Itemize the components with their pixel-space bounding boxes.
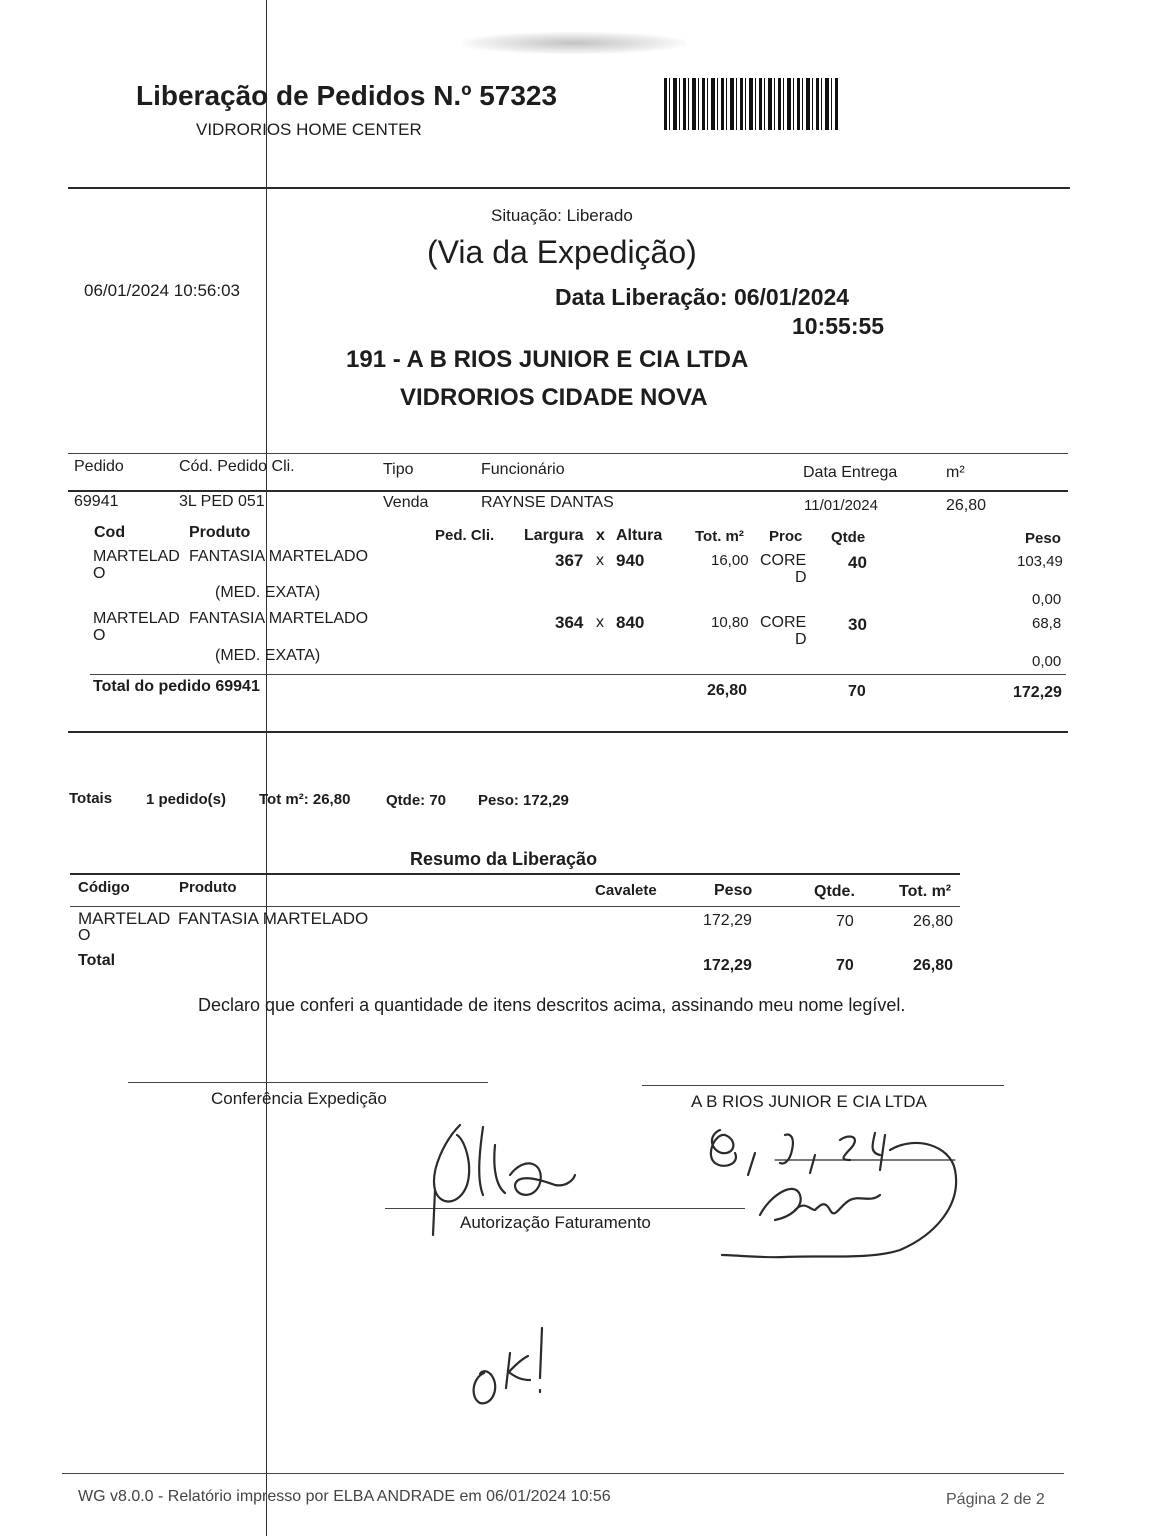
item-header-largura: Largura — [524, 527, 584, 544]
item-produto: FANTASIA MARTELADO — [189, 548, 369, 565]
release-date: 06/01/2024 — [733, 284, 850, 310]
divider — [68, 490, 1068, 492]
item-cod-cont: O — [93, 565, 106, 582]
summary-total-peso: 172,29 — [703, 957, 752, 974]
item-peso: 103,49 — [1017, 553, 1063, 570]
page-number: Página 2 de 2 — [946, 1491, 1045, 1508]
item-proc: CORE — [760, 614, 807, 631]
print-smudge — [462, 32, 686, 54]
item-header-peso: Peso — [1025, 530, 1061, 547]
item-peso-obs: 0,00 — [1032, 591, 1062, 608]
totals-pedidos: 1 pedido(s) — [146, 791, 227, 808]
item-header-ped-cli: Ped. Cli. — [435, 527, 495, 544]
col-header-m2: m² — [946, 464, 965, 481]
divider — [68, 731, 1068, 733]
via-label: (Via da Expedição) — [427, 234, 697, 270]
item-cod: MARTELAD — [93, 610, 180, 627]
summary-total-label: Total — [78, 952, 116, 969]
item-obs: (MED. EXATA) — [215, 584, 321, 601]
item-tot-m2: 10,80 — [711, 614, 749, 631]
summary-title: Resumo da Liberação — [410, 849, 598, 869]
signature-line-client — [642, 1085, 1004, 1086]
item-header-proc: Proc — [769, 528, 803, 545]
signature-line-conferencia — [128, 1082, 488, 1083]
summary-total-tot-m2: 26,80 — [913, 957, 954, 974]
divider — [62, 1473, 1064, 1474]
item-header-cod: Cod — [94, 524, 126, 541]
signature-label-client: A B RIOS JUNIOR E CIA LTDA — [691, 1092, 927, 1111]
item-largura: 367 — [555, 551, 584, 570]
totals-m2: Tot m²: 26,80 — [259, 791, 351, 808]
footer-text: WG v8.0.0 - Relatório impresso por ELBA ANDRADE em 06/01/2024 10:56 — [78, 1488, 611, 1505]
item-proc-cont: D — [795, 569, 807, 586]
col-header-cod-pedido-cli: Cód. Pedido Cli. — [179, 458, 295, 475]
summary-codigo-cont: O — [78, 927, 91, 944]
client-name: 191 - A B RIOS JUNIOR E CIA LTDA — [346, 346, 749, 373]
summary-produto: FANTASIA MARTELADO — [178, 909, 369, 928]
store-name: VIDRORIOS CIDADE NOVA — [400, 384, 708, 411]
divider — [68, 187, 1070, 189]
handwritten-date-and-signature — [700, 1125, 970, 1285]
order-tipo: Venda — [383, 494, 429, 511]
totals-peso: Peso: 172,29 — [478, 792, 569, 809]
divider — [70, 873, 960, 875]
order-total-m2: 26,80 — [707, 682, 748, 699]
fold-line — [266, 0, 267, 1536]
divider — [70, 906, 960, 907]
order-pedido: 69941 — [74, 493, 119, 510]
item-header-tot-m2: Tot. m² — [695, 528, 744, 545]
item-altura: 940 — [616, 551, 645, 570]
item-header-qtde: Qtde — [831, 529, 866, 546]
item-peso: 68,8 — [1032, 615, 1062, 632]
declaration-text: Declaro que conferi a quantidade de itens descritos acima, assinando meu nome legível. — [198, 995, 906, 1015]
item-obs: (MED. EXATA) — [215, 647, 321, 664]
item-x: x — [596, 552, 604, 569]
order-total-qtde: 70 — [848, 683, 866, 700]
summary-header-qtde: Qtde. — [814, 883, 855, 900]
summary-codigo: MARTELAD — [78, 909, 171, 928]
order-cod-pedido-cli: 3L PED 051 — [179, 493, 265, 510]
item-tot-m2: 16,00 — [711, 552, 749, 569]
item-proc-cont: D — [795, 631, 807, 648]
order-total-peso: 172,29 — [1013, 684, 1062, 701]
totals-label: Totais — [69, 790, 113, 807]
col-header-pedido: Pedido — [74, 458, 124, 475]
order-data-entrega: 11/01/2024 — [804, 497, 878, 514]
release-date-row — [555, 284, 849, 311]
item-header-x: x — [596, 527, 605, 544]
summary-tot-m2: 26,80 — [913, 913, 954, 930]
release-time: 10:55:55 — [792, 313, 885, 339]
release-date-label: Data Liberação: — [555, 284, 728, 310]
company-name: VIDRORIOS HOME CENTER — [196, 120, 422, 139]
item-proc: CORE — [760, 552, 807, 569]
summary-header-peso: Peso — [714, 882, 753, 899]
handwritten-signature-1 — [415, 1115, 585, 1245]
order-total-label: Total do pedido 69941 — [93, 678, 260, 695]
summary-header-tot-m2: Tot. m² — [899, 883, 952, 900]
item-cod-cont: O — [93, 627, 106, 644]
document-title: Liberação de Pedidos N.º 57323 — [136, 80, 558, 111]
item-largura: 364 — [555, 613, 584, 632]
summary-header-produto: Produto — [179, 879, 237, 896]
order-funcionario: RAYNSE DANTAS — [481, 494, 614, 511]
item-altura: 840 — [616, 613, 645, 632]
item-cod: MARTELAD — [93, 548, 180, 565]
item-x: x — [596, 614, 604, 631]
divider — [90, 674, 1066, 675]
col-header-data-entrega: Data Entrega — [803, 464, 898, 481]
summary-header-codigo: Código — [78, 879, 130, 896]
item-header-produto: Produto — [189, 524, 251, 541]
signature-label-autorizacao: Autorização Faturamento — [460, 1213, 651, 1232]
col-header-funcionario: Funcionário — [481, 461, 565, 478]
barcode — [664, 78, 840, 130]
item-peso-obs: 0,00 — [1032, 653, 1062, 670]
summary-total-qtde: 70 — [836, 957, 854, 974]
signature-label-conferencia: Conferência Expedição — [211, 1089, 387, 1108]
handwritten-ok-note — [462, 1318, 562, 1408]
col-header-tipo: Tipo — [383, 461, 414, 478]
item-qtde: 40 — [848, 553, 867, 572]
summary-peso: 172,29 — [703, 912, 752, 929]
item-header-altura: Altura — [616, 527, 663, 544]
print-datetime: 06/01/2024 10:56:03 — [84, 281, 240, 300]
status-text: Situação: Liberado — [491, 206, 633, 225]
item-produto: FANTASIA MARTELADO — [189, 610, 369, 627]
summary-qtde: 70 — [836, 913, 854, 930]
divider — [68, 453, 1068, 454]
summary-header-cavalete: Cavalete — [595, 882, 657, 899]
totals-qtde: Qtde: 70 — [386, 792, 447, 809]
order-m2: 26,80 — [946, 497, 987, 514]
item-qtde: 30 — [848, 615, 867, 634]
